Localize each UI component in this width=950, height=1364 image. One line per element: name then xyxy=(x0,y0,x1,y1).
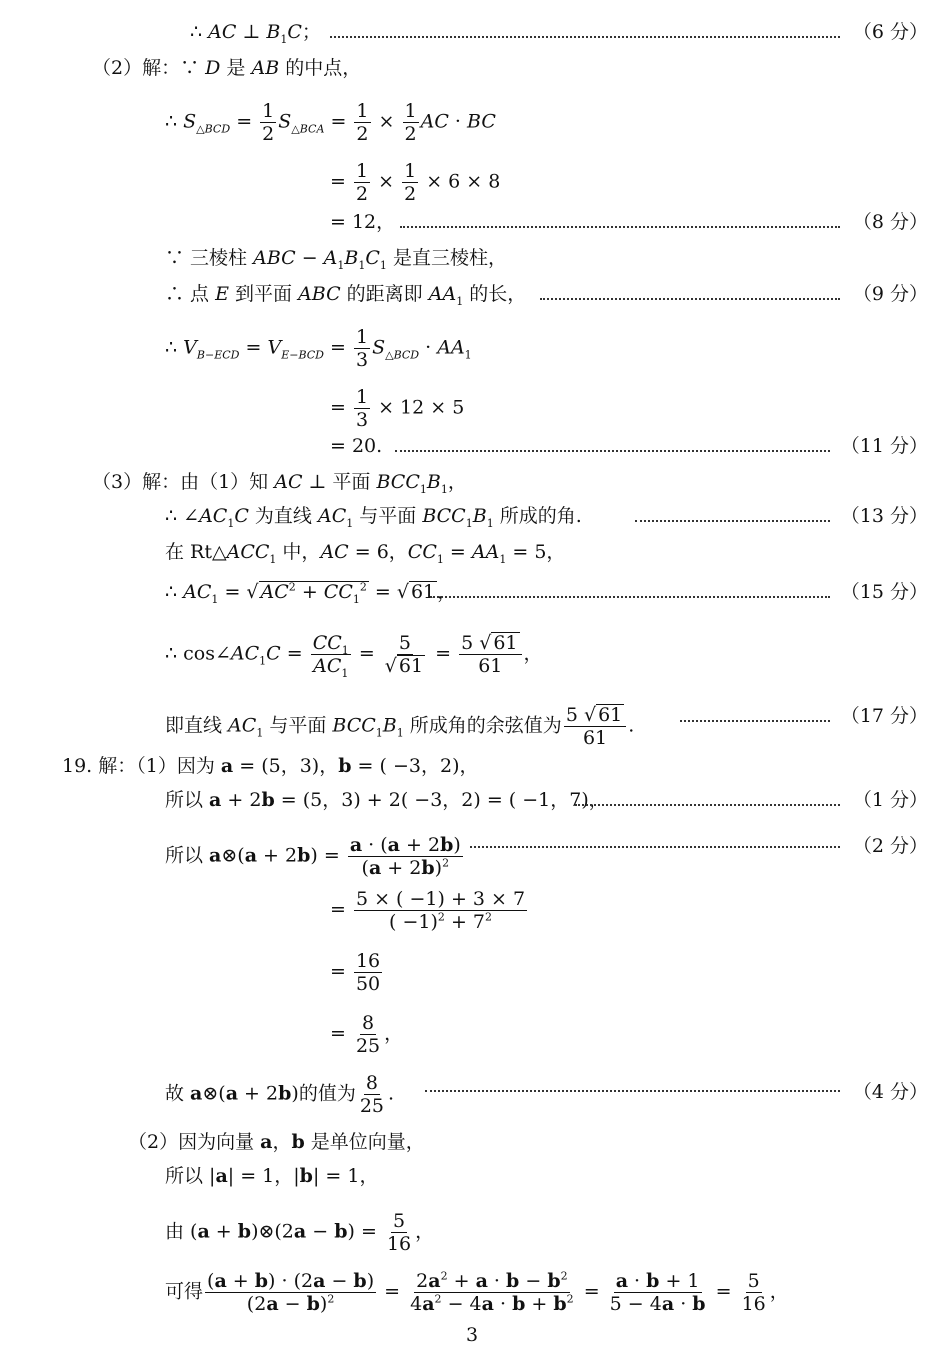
line-23: 故 a⊗(a + 2b)的值为 $\frac{8}{25}$ . xyxy=(165,1072,395,1117)
score-15: （15 分） xyxy=(840,581,928,603)
score-13: （13 分） xyxy=(840,505,928,527)
line-1: ∴ AC ⊥ $B_1C$； xyxy=(190,21,321,46)
leader-dots xyxy=(575,804,840,806)
score-8: （8 分） xyxy=(852,211,928,233)
page-number: 3 xyxy=(466,1324,479,1346)
leader-dots xyxy=(540,298,840,300)
line-10: = 20. xyxy=(330,435,383,457)
score-9: （9 分） xyxy=(852,283,928,305)
score-2: （2 分） xyxy=(852,835,928,857)
line-24: （2）因为向量 a，b 是单位向量， xyxy=(128,1131,425,1153)
score-6: （6 分） xyxy=(852,21,928,43)
line-7: ∴ 点 E 到平面 ABC 的距离即 $AA_1$ 的长， xyxy=(165,283,527,308)
line-3: ∴ $S_{\triangle BCD}$ = $\frac{1}{2}$ $S_{\triangle BCA}$ = $\frac{1}{2}$ × $\frac{1}{2}$ AC · BC xyxy=(165,100,496,145)
line-27: 可得 $\frac{(a + b) \cdot (2a - b)}{(2a - b)^2}$ = $\frac{2a^2 + a \cdot b - b^2}{4a^2 - 4a \cdot b + b^2}$ = $\frac{a \cdot b + 1}{5 - 4a \cdot b}$ = $\frac{5}{16}$ ， xyxy=(165,1269,789,1315)
line-21: = $\frac{16}{50}$ xyxy=(330,950,381,995)
score-11: （11 分） xyxy=(840,435,928,457)
line-15: ∴ $\cos\angle AC_1C$ = $\frac{CC_1}{AC_1}$ = $\frac{5}{√ 61}$ = $\frac{5 √ 61}{61}$ ， xyxy=(165,632,543,680)
line-20: = $\frac{5 \times ( -1) + 3 \times 7}{( -1)^2 + 7^2}$ xyxy=(330,888,526,933)
leader-dots xyxy=(470,846,840,848)
score-17: （17 分） xyxy=(840,705,928,727)
leader-dots xyxy=(430,596,830,598)
leader-dots xyxy=(635,520,830,522)
leader-dots xyxy=(330,36,840,38)
line-22: = $\frac{8}{25}$ ， xyxy=(330,1012,404,1057)
line-11: （3）解：由（1）知 AC ⊥ 平面 $BCC_1B_1$， xyxy=(92,471,467,496)
line-9: = $\frac{1}{3}$ × 12 × 5 xyxy=(330,386,465,431)
line-26: 由 (a + b)⊗(2a − b) = $\frac{5}{16}$ ， xyxy=(165,1210,435,1255)
line-4: = $\frac{1}{2}$ × $\frac{1}{2}$ × 6 × 8 xyxy=(330,160,501,205)
line-6: ∵ 三棱柱 ABC − $A_1B_1C_1$ 是直三棱柱， xyxy=(165,247,507,272)
line-12: ∴ $\angle AC_1C$ 为直线 $AC_1$ 与平面 $BCC_1B_1$ 所成的角. xyxy=(165,505,582,530)
leader-dots xyxy=(400,226,840,228)
line-2: （2）解：∵ D 是 AB 的中点， xyxy=(92,57,362,79)
line-16: 即直线 $AC_1$ 与平面 $BCC_1B_1$ 所成角的余弦值为 $\frac{5 √ 61}{61}$ . xyxy=(165,704,635,749)
score-1: （1 分） xyxy=(852,789,928,811)
leader-dots xyxy=(395,450,830,452)
score-4: （4 分） xyxy=(852,1081,928,1103)
line-25: 所以 |a| = 1，|b| = 1， xyxy=(165,1165,379,1187)
line-8: ∴ $V_{B-ECD} = V_{E-BCD}$ = $\frac{1}{3}$ $S_{\triangle BCD} \cdot AA_1$ xyxy=(165,326,472,371)
leader-dots xyxy=(680,720,830,722)
leader-dots xyxy=(425,1090,840,1092)
line-13: 在 $Rt\triangle ACC_1$ 中，AC = 6，$CC_1 = AA_1 = 5$， xyxy=(165,541,566,566)
line-14: ∴ $AC_1$ = √ $AC^2 + CC_1^2$ = √ 61 ， xyxy=(165,580,457,606)
line-17: 19. 解：（1）因为 a = (5，3)，b = ( −3，2)， xyxy=(62,755,479,777)
line-5: = 12， xyxy=(330,211,396,233)
line-19: 所以 a⊗(a + 2b) = $\frac{a \cdot (a + 2b)}{(a + 2b)^2}$ xyxy=(165,834,461,879)
line-18: 所以 a + 2b = (5，3) + 2( −3，2) = ( −1，7)， xyxy=(165,789,608,811)
